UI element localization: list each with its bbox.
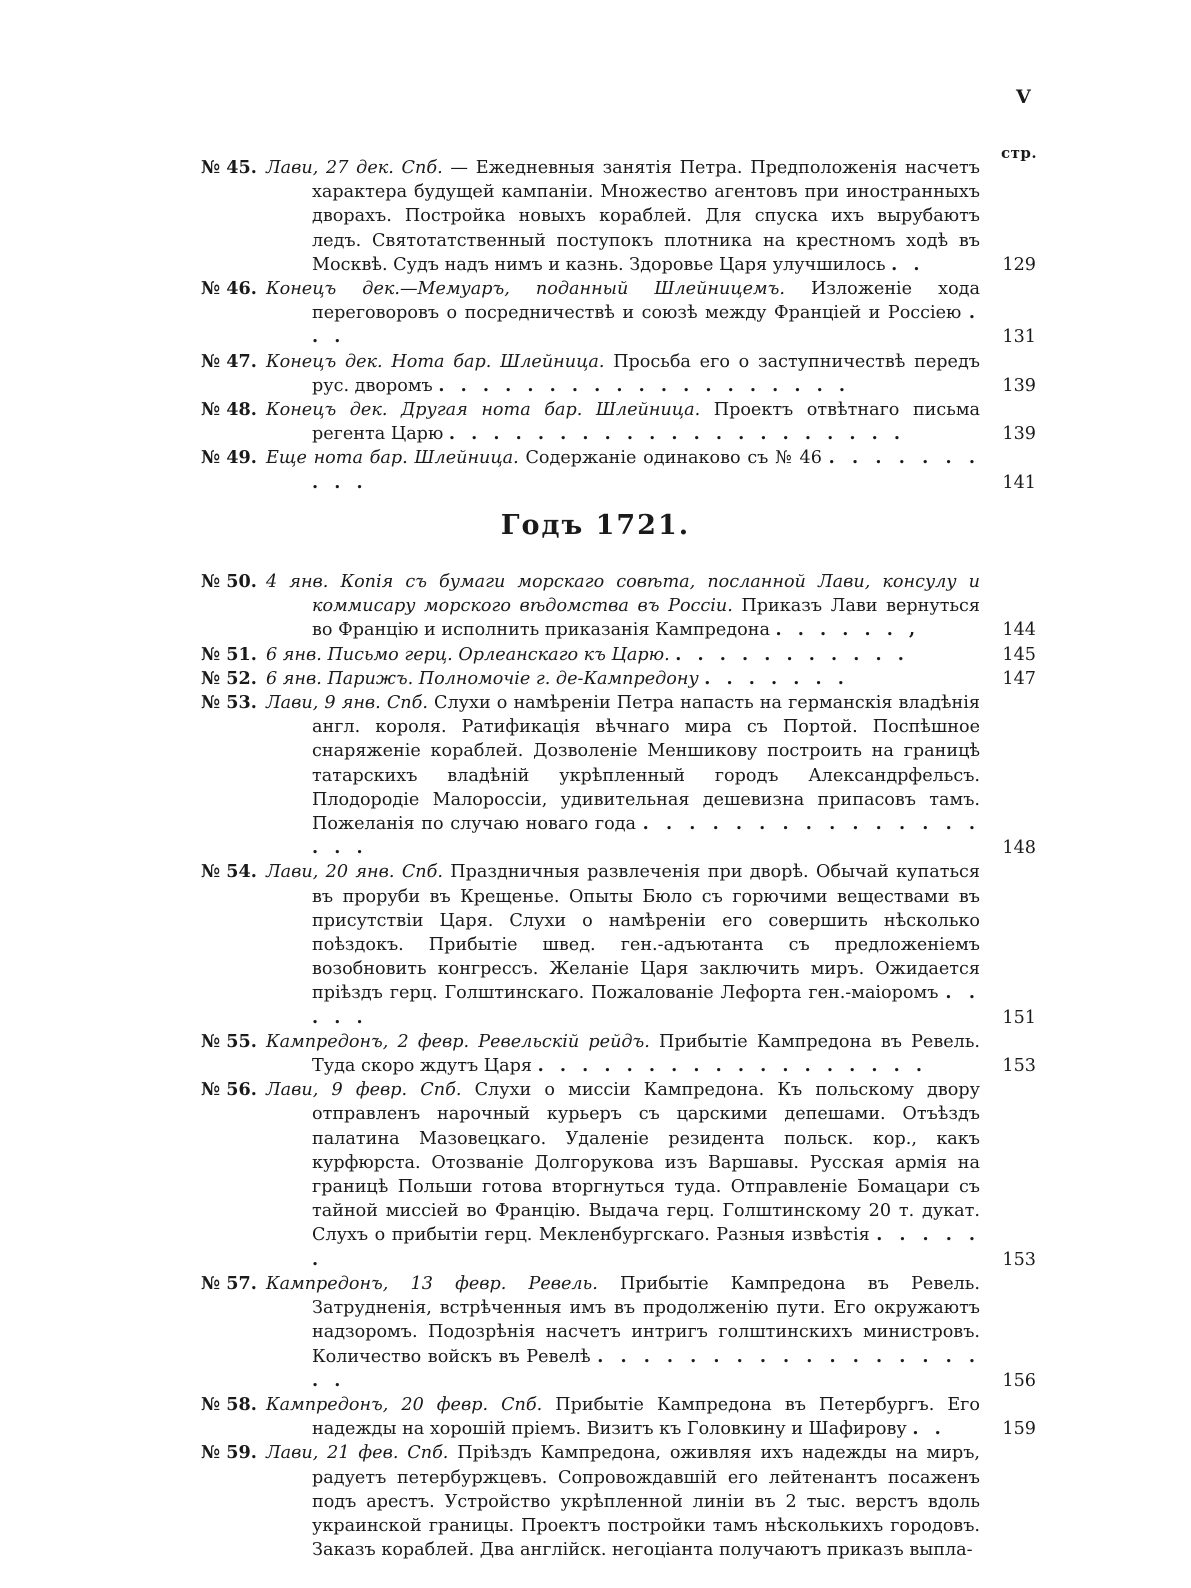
entry-heading: 4 янв. Копія съ бумаги морскаго совѣта, посланной Лави, консулу и коммисару морского вѣдомства въ Россіи.: [266, 572, 980, 617]
toc-entry: [201, 350, 1036, 398]
entry-body: [266, 691, 980, 860]
dot-leader: . . . . . . . . . . . . . . . . . . .: [312, 1345, 980, 1391]
entry-heading: Кампредонъ, 13 февр. Ревель.: [266, 1273, 598, 1294]
entry-number: № 54.: [201, 861, 257, 883]
dot-leader: . . . . . . . . . . . . . . . . . . . . .: [448, 423, 905, 445]
entry-body: [266, 643, 980, 667]
entry-heading: Лави, 9 февр. Спб.: [266, 1080, 462, 1101]
dot-leader: . . . . . . ,: [775, 619, 921, 641]
entry-number: № 52.: [201, 667, 257, 689]
entry-number: № 48.: [201, 399, 257, 421]
toc-entry: [201, 1272, 1036, 1393]
entry-summary: Слухи о миссіи Кампредона. Къ польскому двору отправленъ нарочный курьеръ съ царскими депешами. Отъѣздъ палатина Мазовецкаго. Удаленіе резидента польск. кор., какъ курфюрста. Отозваніе Долгорукова изъ Варшавы. Русская армія на границѣ Польши готова вторгнуться туда. Отправленіе Бомацари съ тайной миссіей во Францію. Выдача герц. Голштинскому 20 т. дукат. Слухъ о прибытіи герц. Мекленбургскаго. Разныя извѣстія: [312, 1080, 980, 1246]
dot-leader: . . . . . . . . . .: [312, 447, 980, 493]
page-column-header: стр.: [1001, 144, 1038, 162]
entry-number: № 57.: [201, 1272, 257, 1294]
entry-body: [266, 667, 980, 691]
entry-body: [266, 156, 980, 277]
entry-page-number: 151: [1002, 1007, 1036, 1028]
dot-leader: . .: [891, 253, 925, 275]
entry-page-number: 139: [1002, 375, 1036, 396]
entry-heading: Конецъ дек.—Мемуаръ, поданный Шлейницемъ.: [266, 279, 785, 300]
entry-summary: Прибытіе Кампредона въ Петербургъ. Его надежды на хорошій пріемъ. Визитъ къ Головкину и Шафирову: [312, 1394, 980, 1440]
entry-heading: Лави, 20 янв. Спб.: [266, 862, 443, 883]
entry-heading: 6 янв. Письмо герц. Орлеанскаго къ Царю.: [266, 644, 670, 665]
entry-page-number: 139: [1002, 424, 1036, 445]
entry-body: [266, 1393, 980, 1441]
entry-page-number: 156: [1002, 1370, 1036, 1391]
toc-entry: [201, 643, 1036, 667]
contents-list-1721: [201, 570, 1036, 1562]
toc-entry: [201, 667, 1036, 691]
dot-leader: . .: [912, 1418, 946, 1440]
entry-number: № 45.: [201, 157, 257, 178]
dot-leader: . . . . . . .: [704, 667, 849, 689]
entry-body: [266, 1441, 980, 1562]
toc-entry: [201, 156, 1036, 277]
toc-entry: [201, 1393, 1036, 1441]
year-heading: Годъ 1721.: [500, 510, 691, 541]
entry-body: [266, 1030, 980, 1078]
toc-entry: [201, 691, 1036, 860]
entry-body: [266, 446, 980, 494]
dot-leader: . . . . . . . . . . . . . . . . . .: [537, 1055, 927, 1077]
dot-leader: . . . . . . . . . . . . . . . . . .: [312, 813, 980, 859]
entry-summary: Праздничныя развлеченія при дворѣ. Обычай купаться въ проруби въ Крещенье. Опыты Бюло съ горючими веществами въ присутствіи Царя. Слухи о намѣреніи его совершить нѣсколько поѣздокъ. Прибытіе швед. ген.-адъютанта съ предложеніемъ возобновить конгрессъ. Желаніе Царя заключить миръ. Ожидается пріѣздъ герц. Голштинскаго. Пожалованіе Лефорта ген.-маіоромъ: [312, 862, 980, 1004]
entry-page-number: 145: [1002, 644, 1036, 665]
entry-summary: Пріѣздъ Кампредона, оживляя ихъ надежды на миръ, радуетъ петербуржцевъ. Сопровождавшій его лейтенантъ посаженъ подъ арестъ. Устройство укрѣпленной линіи въ 2 тыс. верстъ вдоль украинской границы. Проектъ постройки тамъ нѣсколькихъ городовъ. Заказъ кораблей. Два англійск. негоціанта получаютъ приказъ выпла-: [312, 1443, 980, 1561]
entry-heading: Еще нота бар. Шлейница.: [266, 448, 519, 469]
entry-summary: Проектъ отвѣтнаго письма регента Царю: [312, 400, 981, 445]
entry-body: [266, 1272, 980, 1393]
entry-summary: Ежедневныя занятія Петра. Предположенія насчетъ характера будущей кампаніи. Множество агентовъ при иностранныхъ дворахъ. Постройка новыхъ кораблей. Для спуска ихъ вырубаютъ ледъ. Святотатственный поступокъ плотника на крестномъ ходѣ въ Москвѣ. Судъ надъ нимъ и казнь. Здоровье Царя улучшилось: [312, 158, 980, 275]
entry-body: [266, 398, 981, 446]
entry-body: [266, 1078, 980, 1272]
entry-number: № 58.: [201, 1393, 257, 1415]
entry-heading: Конецъ дек. Другая нота бар. Шлейница.: [266, 400, 701, 421]
entry-summary: Прибытіе Кампредона въ Ревель. Затрудненія, встрѣченныя имъ въ продолженію пути. Его окружаютъ надзоромъ. Подозрѣнія насчетъ интригъ голштинскихъ министровъ. Количество войскъ въ Ревелѣ: [312, 1273, 980, 1367]
entry-number: № 55.: [201, 1030, 257, 1052]
entry-heading: Кампредонъ, 20 февр. Спб.: [266, 1394, 543, 1415]
entry-body: [266, 860, 981, 1029]
dot-leader: . . .: [312, 302, 981, 348]
entry-summary: Изложеніе хода переговоровъ о посредничествѣ и союзѣ между Франціей и Россіею: [312, 279, 980, 324]
entry-number: № 59.: [201, 1442, 257, 1464]
entry-page-number: 147: [1002, 668, 1036, 689]
entry-heading: Конецъ дек. Нота бар. Шлейница.: [266, 351, 605, 372]
entry-summary: Содержаніе одинаково съ № 46: [518, 448, 822, 469]
contents-list-1720: [201, 156, 1036, 495]
toc-entry: [201, 1030, 1036, 1078]
entry-summary: Прибытіе Кампредона въ Ревель. Туда скоро ждутъ Царя: [312, 1031, 980, 1077]
toc-entry: [201, 277, 1036, 350]
entry-page-number: 129: [1002, 254, 1036, 275]
entry-number: № 56.: [201, 1079, 257, 1101]
entry-body: [266, 570, 980, 643]
toc-entry: [201, 570, 1036, 643]
entry-heading: Лави, 21 фев. Спб.: [266, 1443, 449, 1464]
entry-heading: Лави, 9 янв. Спб.: [266, 693, 428, 714]
entry-page-number: 153: [1002, 1249, 1036, 1270]
entry-heading: 6 янв. Парижъ. Полномочіе г. де-Кампредону: [266, 668, 699, 689]
dot-leader: . . . . . . . . . . .: [675, 643, 909, 665]
toc-entry: [201, 446, 1036, 494]
toc-entry: [201, 1441, 1036, 1562]
dot-leader: . . . . . . . . . . . . . . . . . . .: [438, 374, 850, 396]
entry-number: № 50.: [201, 571, 257, 592]
entry-page-number: 144: [1002, 620, 1036, 641]
entry-page-number: 131: [1002, 327, 1036, 348]
page-number: V: [1016, 86, 1031, 108]
dot-leader: . . . . .: [312, 982, 981, 1028]
toc-entry: [201, 398, 1036, 446]
entry-summary: Приказъ Лави вернуться во Францію и исполнить приказанія Кампредона: [312, 596, 980, 641]
entry-number: № 46.: [201, 278, 257, 300]
entry-page-number: 153: [1002, 1056, 1036, 1077]
entry-number: № 51.: [201, 643, 257, 665]
entry-page-number: 141: [1002, 472, 1036, 493]
entry-heading: Лави, 27 дек. Спб. —: [266, 158, 468, 178]
toc-entry: [201, 860, 1036, 1029]
entry-body: [266, 350, 980, 398]
dot-leader: . . . . . .: [312, 1224, 980, 1270]
entry-number: № 47.: [201, 350, 257, 372]
entry-heading: Кампредонъ, 2 февр. Ревельскій рейдъ.: [266, 1031, 650, 1052]
entry-page-number: 159: [1002, 1419, 1036, 1440]
entry-summary: Просьба его о заступничествѣ передъ рус. дворомъ: [312, 351, 980, 396]
entry-number: № 49.: [201, 447, 257, 469]
entry-body: [266, 277, 981, 350]
entry-number: № 53.: [201, 692, 257, 714]
entry-summary: Слухи о намѣреніи Петра напасть на германскія владѣнія англ. короля. Ратификація вѣчнаго мира съ Портой. Поспѣшное снаряженіе кораблей. Дозволеніе Меншикову построить на границѣ татарскихъ владѣній укрѣпленный городъ Александрфельсъ. Плодородіе Малороссіи, удивительная дешевизна припасовъ тамъ. Пожеланія по случаю новаго года: [312, 693, 980, 835]
entry-page-number: 148: [1002, 838, 1036, 859]
toc-entry: [201, 1078, 1036, 1272]
